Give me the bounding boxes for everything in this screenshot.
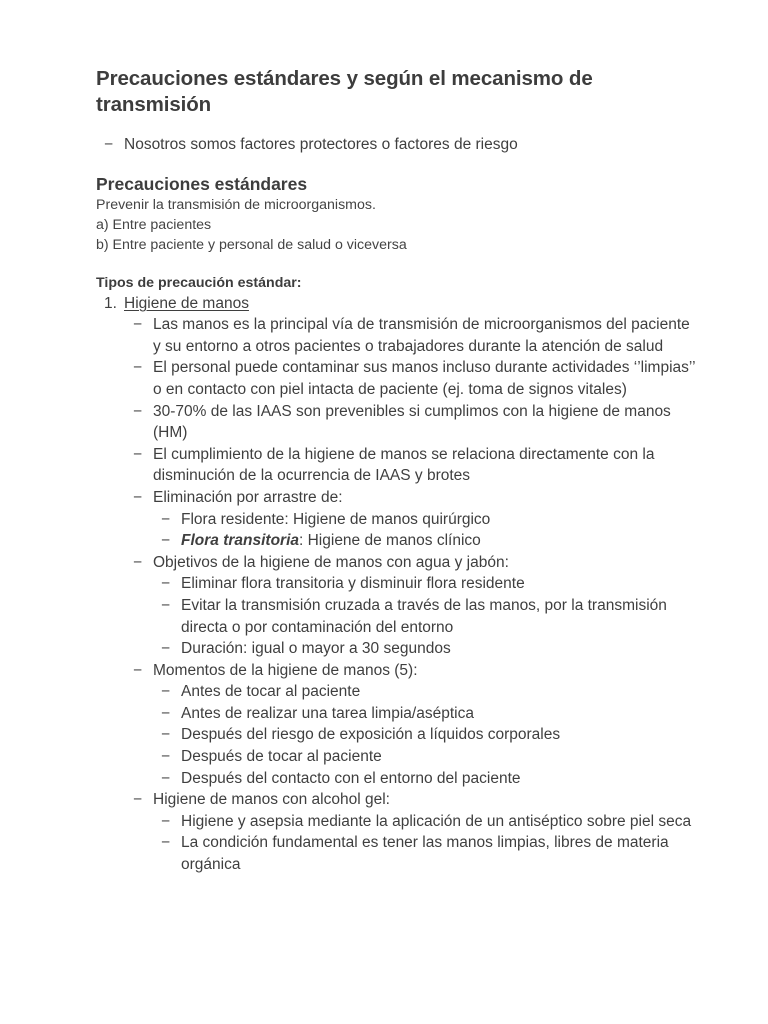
list-item-text: El personal puede contaminar sus manos incluso durante actividades ‘’limpias’’ o en contacto con piel intacta de paciente (ej. toma de signos vitales) (153, 359, 695, 398)
dash-bullet: − (161, 834, 171, 852)
intro-text: Nosotros somos factores protectores o factores de riesgo (124, 136, 518, 153)
list-item (96, 357, 696, 400)
page-title: Precauciones estándares y según el mecanismo de transmisión (96, 67, 593, 116)
sub-list-item-text: Después del contacto con el entorno del paciente (181, 769, 521, 787)
dash-bullet: − (161, 726, 171, 744)
section-heading: Precauciones estándares (96, 173, 308, 194)
dash-bullet: − (161, 532, 171, 550)
dash-bullet: − (161, 748, 171, 766)
sub-list-item (96, 573, 696, 595)
dash-bullet: − (161, 683, 171, 701)
dash-bullet: − (161, 510, 171, 528)
document-page (96, 66, 696, 876)
dash-bullet: − (133, 445, 143, 463)
sub-list-item (96, 530, 696, 552)
list-item (96, 444, 696, 487)
sub-list-item (96, 638, 696, 660)
sub-list-item-text: Flora residente: Higiene de manos quirúrgico (181, 510, 491, 528)
sub-list-item-text: Después de tocar al paciente (181, 748, 382, 766)
list-item (96, 660, 696, 682)
dash-bullet: − (133, 402, 143, 420)
sub-list-item-text: Antes de realizar una tarea limpia/aséptica (181, 704, 474, 722)
list-item-text: Eliminación por arrastre de: (153, 488, 343, 506)
section-line: Prevenir la transmisión de microorganismos. (96, 196, 376, 213)
section-line: a) Entre pacientes (96, 216, 212, 233)
sub-list-item (96, 509, 696, 531)
dash-bullet: − (161, 596, 171, 614)
dash-bullet: − (133, 359, 143, 377)
sub-list-item (96, 703, 696, 725)
list-item-text: 30-70% de las IAAS son prevenibles si cumplimos con la higiene de manos (HM) (153, 402, 671, 442)
sub-list-item-text: Eliminar flora transitoria y disminuir flora residente (181, 575, 525, 593)
emphasis-text: Flora transitoria (181, 532, 299, 550)
dash-bullet: − (133, 488, 143, 506)
sub-list-item (96, 768, 696, 790)
section-line: b) Entre paciente y personal de salud o viceversa (96, 236, 407, 253)
sub-list-item-text: : Higiene de manos clínico (299, 532, 481, 550)
numbered-item-label: Higiene de manos (124, 294, 249, 312)
item-number: 1. (104, 294, 117, 312)
dash-bullet: − (133, 316, 143, 334)
list-item (96, 401, 696, 444)
dash-bullet: − (133, 553, 143, 571)
list-item-text: Las manos es la principal vía de transmisión de microorganismos del paciente y su entorno a otros pacientes o trabajadores durante la atención de salud (153, 316, 690, 355)
sub-list-item-text: Después del riesgo de exposición a líquidos corporales (181, 726, 561, 744)
dash-bullet: − (161, 575, 171, 593)
sub-list-item-text: Duración: igual o mayor a 30 segundos (181, 640, 451, 658)
dash-bullet: − (161, 812, 171, 830)
numbered-item-higiene (96, 293, 696, 315)
sub-list-item (96, 832, 696, 875)
dash-bullet: − (161, 769, 171, 787)
sub-list-item (96, 746, 696, 768)
list-item (96, 789, 696, 811)
sub-list-item (96, 724, 696, 746)
list-item (96, 487, 696, 509)
dash-bullet: − (133, 791, 143, 809)
intro-bullet (96, 134, 696, 156)
sub-list-item-text: Evitar la transmisión cruzada a través de las manos, por la transmisión directa o por contaminación del entorno (181, 596, 667, 636)
sub-list-item-text: Higiene y asepsia mediante la aplicación de un antiséptico sobre piel seca (181, 812, 692, 830)
list-item-text: Objetivos de la higiene de manos con agua y jabón: (153, 553, 509, 571)
sub-list-item (96, 811, 696, 833)
sub-list-item (96, 595, 696, 638)
list-item (96, 552, 696, 574)
tipos-label: Tipos de precaución estándar: (96, 274, 302, 291)
list-item (96, 314, 696, 357)
list-item-text: El cumplimiento de la higiene de manos se relaciona directamente con la disminución de la ocurrencia de IAAS y brotes (153, 445, 655, 485)
dash-bullet: − (161, 640, 171, 658)
sub-list-item-text: Antes de tocar al paciente (181, 683, 361, 701)
sub-list-item (96, 681, 696, 703)
sub-list-item-text: La condición fundamental es tener las manos limpias, libres de materia orgánica (181, 834, 669, 874)
dash-bullet: − (104, 136, 114, 153)
dash-bullet: − (161, 704, 171, 722)
list-item-text: Higiene de manos con alcohol gel: (153, 791, 390, 809)
dash-bullet: − (133, 661, 143, 679)
list-item-text: Momentos de la higiene de manos (5): (153, 661, 418, 679)
